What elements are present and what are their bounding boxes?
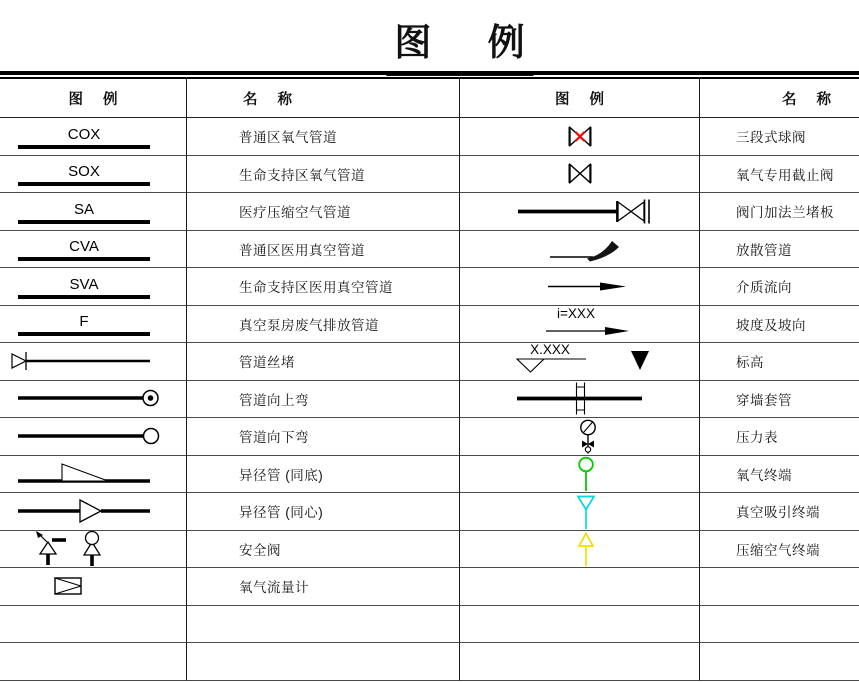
symbol-cell	[460, 456, 700, 494]
symbol-cell	[460, 643, 700, 681]
symbol-cell	[0, 568, 187, 606]
name-cell: 坡度及坡向	[700, 306, 859, 344]
symbol-cell	[0, 268, 187, 306]
name-cell: 氧气专用截止阀	[700, 156, 859, 194]
svg-text:F: F	[78, 313, 89, 331]
header-symbol-left: 图 例	[0, 79, 187, 118]
name-cell: 管道丝堵	[187, 343, 460, 381]
name-cell: 氧气终端	[700, 456, 859, 494]
name-cell: 穿墙套管	[700, 381, 859, 419]
header-name-right: 名 称	[700, 79, 859, 118]
vacuum-pipe-life-support-icon	[0, 268, 187, 305]
wall-sleeve-icon	[460, 380, 700, 417]
name-cell: 真空吸引终端	[700, 493, 859, 531]
valve-blind-flange-icon	[460, 193, 700, 230]
symbol-cell	[0, 343, 187, 381]
name-cell	[700, 568, 859, 606]
pipe-down-bend-icon	[0, 418, 187, 455]
symbol-cell	[0, 531, 187, 569]
symbol-cell	[460, 268, 700, 306]
flow-direction-arrow-icon	[460, 268, 700, 305]
name-cell	[700, 606, 859, 644]
symbol-cell	[460, 343, 700, 381]
name-cell: 安全阀	[187, 531, 460, 569]
name-cell: 标高	[700, 343, 859, 381]
name-cell: 生命支持区氧气管道	[187, 156, 460, 194]
name-cell	[187, 643, 460, 681]
symbol-cell	[0, 418, 187, 456]
symbol-cell	[0, 306, 187, 344]
vent-pipe-icon	[460, 230, 700, 267]
concentric-reducer-icon	[0, 493, 187, 530]
symbol-cell	[0, 606, 187, 644]
symbol-cell	[460, 381, 700, 419]
ball-valve-icon	[460, 118, 700, 155]
symbol-cell	[460, 118, 700, 156]
header-symbol-right: 图 例	[460, 79, 700, 118]
pipe-plug-icon	[0, 343, 187, 380]
name-cell: 医疗压缩空气管道	[187, 193, 460, 231]
vacuum-terminal-icon	[460, 493, 700, 530]
elevation-mark-icon	[460, 343, 700, 380]
medical-air-pipe-icon	[0, 193, 187, 230]
svg-text:SOX: SOX	[67, 163, 100, 181]
name-cell: 普通区氧气管道	[187, 118, 460, 156]
symbol-cell	[460, 156, 700, 194]
name-cell	[700, 643, 859, 681]
symbol-cell	[460, 418, 700, 456]
name-cell: 氧气流量计	[187, 568, 460, 606]
compressed-air-terminal-icon	[460, 530, 700, 567]
name-cell: 普通区医用真空管道	[187, 231, 460, 269]
safety-valve-icon	[0, 530, 187, 567]
name-cell: 管道向下弯	[187, 418, 460, 456]
symbol-cell	[0, 456, 187, 494]
symbol-cell	[460, 231, 700, 269]
oxygen-pipe-ordinary-icon	[0, 118, 187, 155]
name-cell: 介质流向	[700, 268, 859, 306]
symbol-cell	[0, 493, 187, 531]
stop-valve-icon	[460, 155, 700, 192]
pipe-up-bend-icon	[0, 380, 187, 417]
vacuum-pipe-ordinary-icon	[0, 230, 187, 267]
page-title: 图 例	[386, 12, 533, 76]
name-cell: 放散管道	[700, 231, 859, 269]
symbol-cell	[0, 643, 187, 681]
oxygen-pipe-life-support-icon	[0, 155, 187, 192]
symbol-cell	[460, 493, 700, 531]
name-cell: 生命支持区医用真空管道	[187, 268, 460, 306]
pressure-gauge-icon	[460, 418, 700, 455]
symbol-cell	[0, 118, 187, 156]
legend-table	[0, 79, 859, 682]
name-cell: 三段式球阀	[700, 118, 859, 156]
name-cell: 管道向上弯	[187, 381, 460, 419]
symbol-cell	[460, 193, 700, 231]
symbol-cell	[0, 156, 187, 194]
name-cell: 异径管 (同底)	[187, 456, 460, 494]
oxygen-terminal-icon	[460, 455, 700, 492]
svg-text:X.XXX: X.XXX	[529, 341, 570, 357]
svg-text:COX: COX	[67, 125, 100, 143]
name-cell: 真空泵房废气排放管道	[187, 306, 460, 344]
symbol-cell	[460, 306, 700, 344]
symbol-cell	[0, 193, 187, 231]
svg-text:SVA: SVA	[69, 275, 98, 293]
symbol-cell	[460, 568, 700, 606]
top-rule-thick	[0, 71, 859, 75]
oxygen-flow-meter-icon	[0, 568, 187, 605]
svg-text:i=XXX: i=XXX	[556, 306, 595, 322]
symbol-cell	[0, 381, 187, 419]
name-cell: 异径管 (同心)	[187, 493, 460, 531]
name-cell	[187, 606, 460, 644]
svg-text:SA: SA	[73, 200, 94, 218]
slope-direction-icon	[460, 305, 700, 342]
reducer-flat-bottom-icon	[0, 455, 187, 492]
name-cell: 压力表	[700, 418, 859, 456]
name-cell: 阀门加法兰堵板	[700, 193, 859, 231]
exhaust-pipe-icon	[0, 305, 187, 342]
svg-text:CVA: CVA	[68, 238, 99, 256]
symbol-cell	[460, 531, 700, 569]
symbol-cell	[460, 606, 700, 644]
symbol-cell	[0, 231, 187, 269]
name-cell: 压缩空气终端	[700, 531, 859, 569]
header-name-left: 名 称	[187, 79, 460, 118]
